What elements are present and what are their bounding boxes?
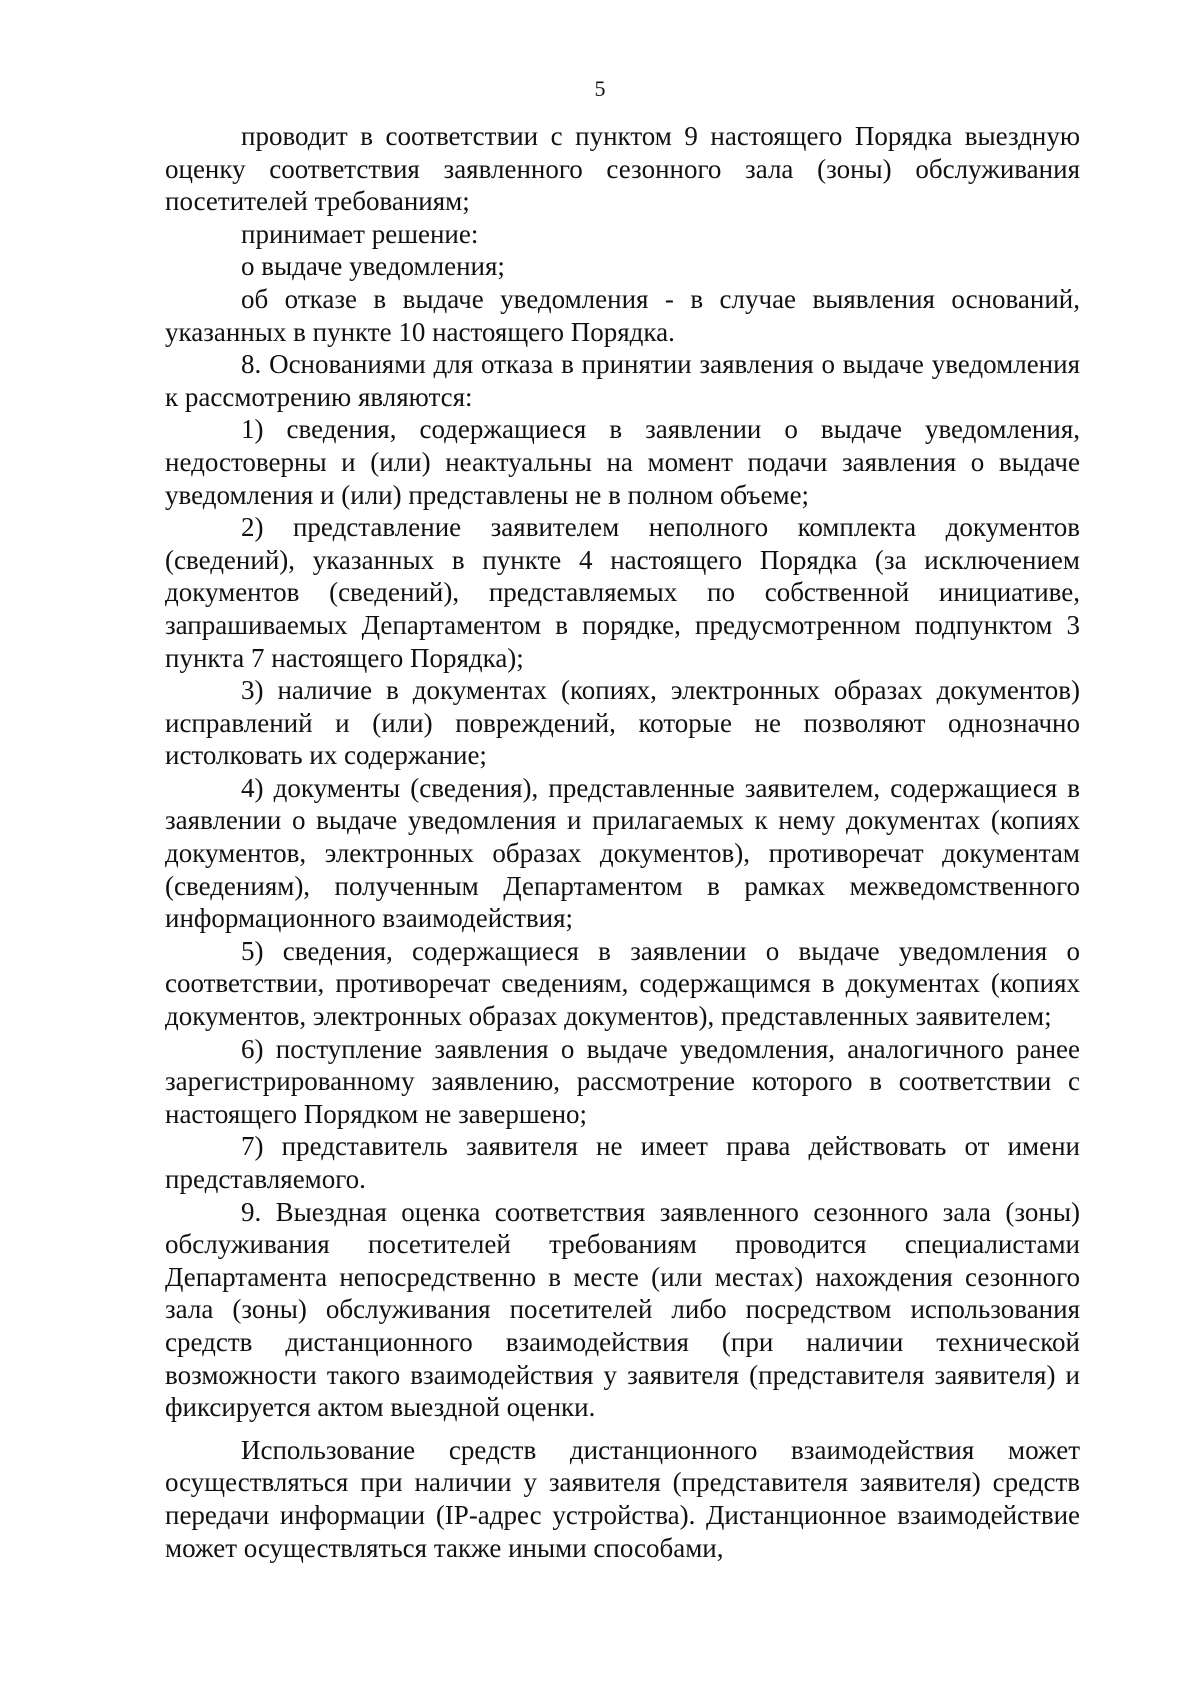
paragraph-decision: принимает решение: — [241, 218, 479, 249]
paragraph-section-9: 9. Выездная оценка соответствия заявленного сезонного зала (зоны) обслуживания посетителей требованиям проводится специалистами Департамента непосредственно в месте (или местах) нахождения сезонного зала (зоны) обслуживания посетителей либо посредством использования средств дистанционного взаимодействия (при наличии технической возможности такого взаимодействия у заявителя (представителя заявителя) и фиксируется актом выездной оценки. — [165, 1196, 1080, 1423]
paragraph-item-1: 1) сведения, содержащиеся в заявлении о выдаче уведомления, недостоверны и (или) неактуальны на момент подачи заявления о выдаче уведомления и (или) представлены не в полном объеме; — [165, 414, 1080, 510]
paragraph-item-3: 3) наличие в документах (копиях, электронных образах документов) исправлений и (или) повреждений, которые не позволяют однозначно истолковать их содержание; — [165, 675, 1080, 771]
paragraph-section-8: 8. Основаниями для отказа в принятии заявления о выдаче уведомления к рассмотрению являются: — [165, 349, 1080, 412]
paragraph-issue-notice: о выдаче уведомления; — [241, 251, 505, 282]
page-number: 5 — [594, 76, 606, 101]
paragraph-item-5: 5) сведения, содержащиеся в заявлении о выдаче уведомления о соответствии, противоречат сведениям, содержащимся в документах (копиях документов, электронных образах документов), представленных заявителем; — [165, 935, 1080, 1032]
paragraph-refuse-notice: об отказе в выдаче уведомления - в случае выявления оснований, указанных в пункте 10 настоящего Порядка. — [165, 283, 1080, 347]
document-body — [165, 120, 1080, 1564]
paragraph-item-6: 6) поступление заявления о выдаче уведомления, аналогичного ранее зарегистрированному заявлению, рассмотрение которого в соответствии с настоящего Порядком не завершено; — [165, 1033, 1080, 1129]
paragraph-item-7: 7) представитель заявителя не имеет права действовать от имени представляемого. — [165, 1131, 1080, 1194]
paragraph-remote-interaction: Использование средств дистанционного взаимодействия может осуществляться при наличии у заявителя (представителя заявителя) средств передачи информации (IP-адрес устройства). Дистанционное взаимодействие может осуществляться также иными способами, — [165, 1434, 1080, 1563]
paragraph-item-4: 4) документы (сведения), представленные заявителем, содержащиеся в заявлении о выдаче уведомления и прилагаемых к нему документах (копиях документов, электронных образах документов), противоречат документам (сведениям), полученным Департаментом в рамках межведомственного информационного взаимодействия; — [165, 772, 1080, 934]
paragraph-site-assessment: проводит в соответствии с пунктом 9 настоящего Порядка выездную оценку соответствия заявленного сезонного зала (зоны) обслуживания посетителей требованиям; — [165, 121, 1080, 217]
paragraph-item-2: 2) представление заявителем неполного комплекта документов (сведений), указанных в пункте 4 настоящего Порядка (за исключением документов (сведений), представляемых по собственной инициативе, запрашиваемых Департаментом в порядке, предусмотренном подпунктом 3 пункта 7 настоящего Порядка); — [165, 512, 1080, 673]
